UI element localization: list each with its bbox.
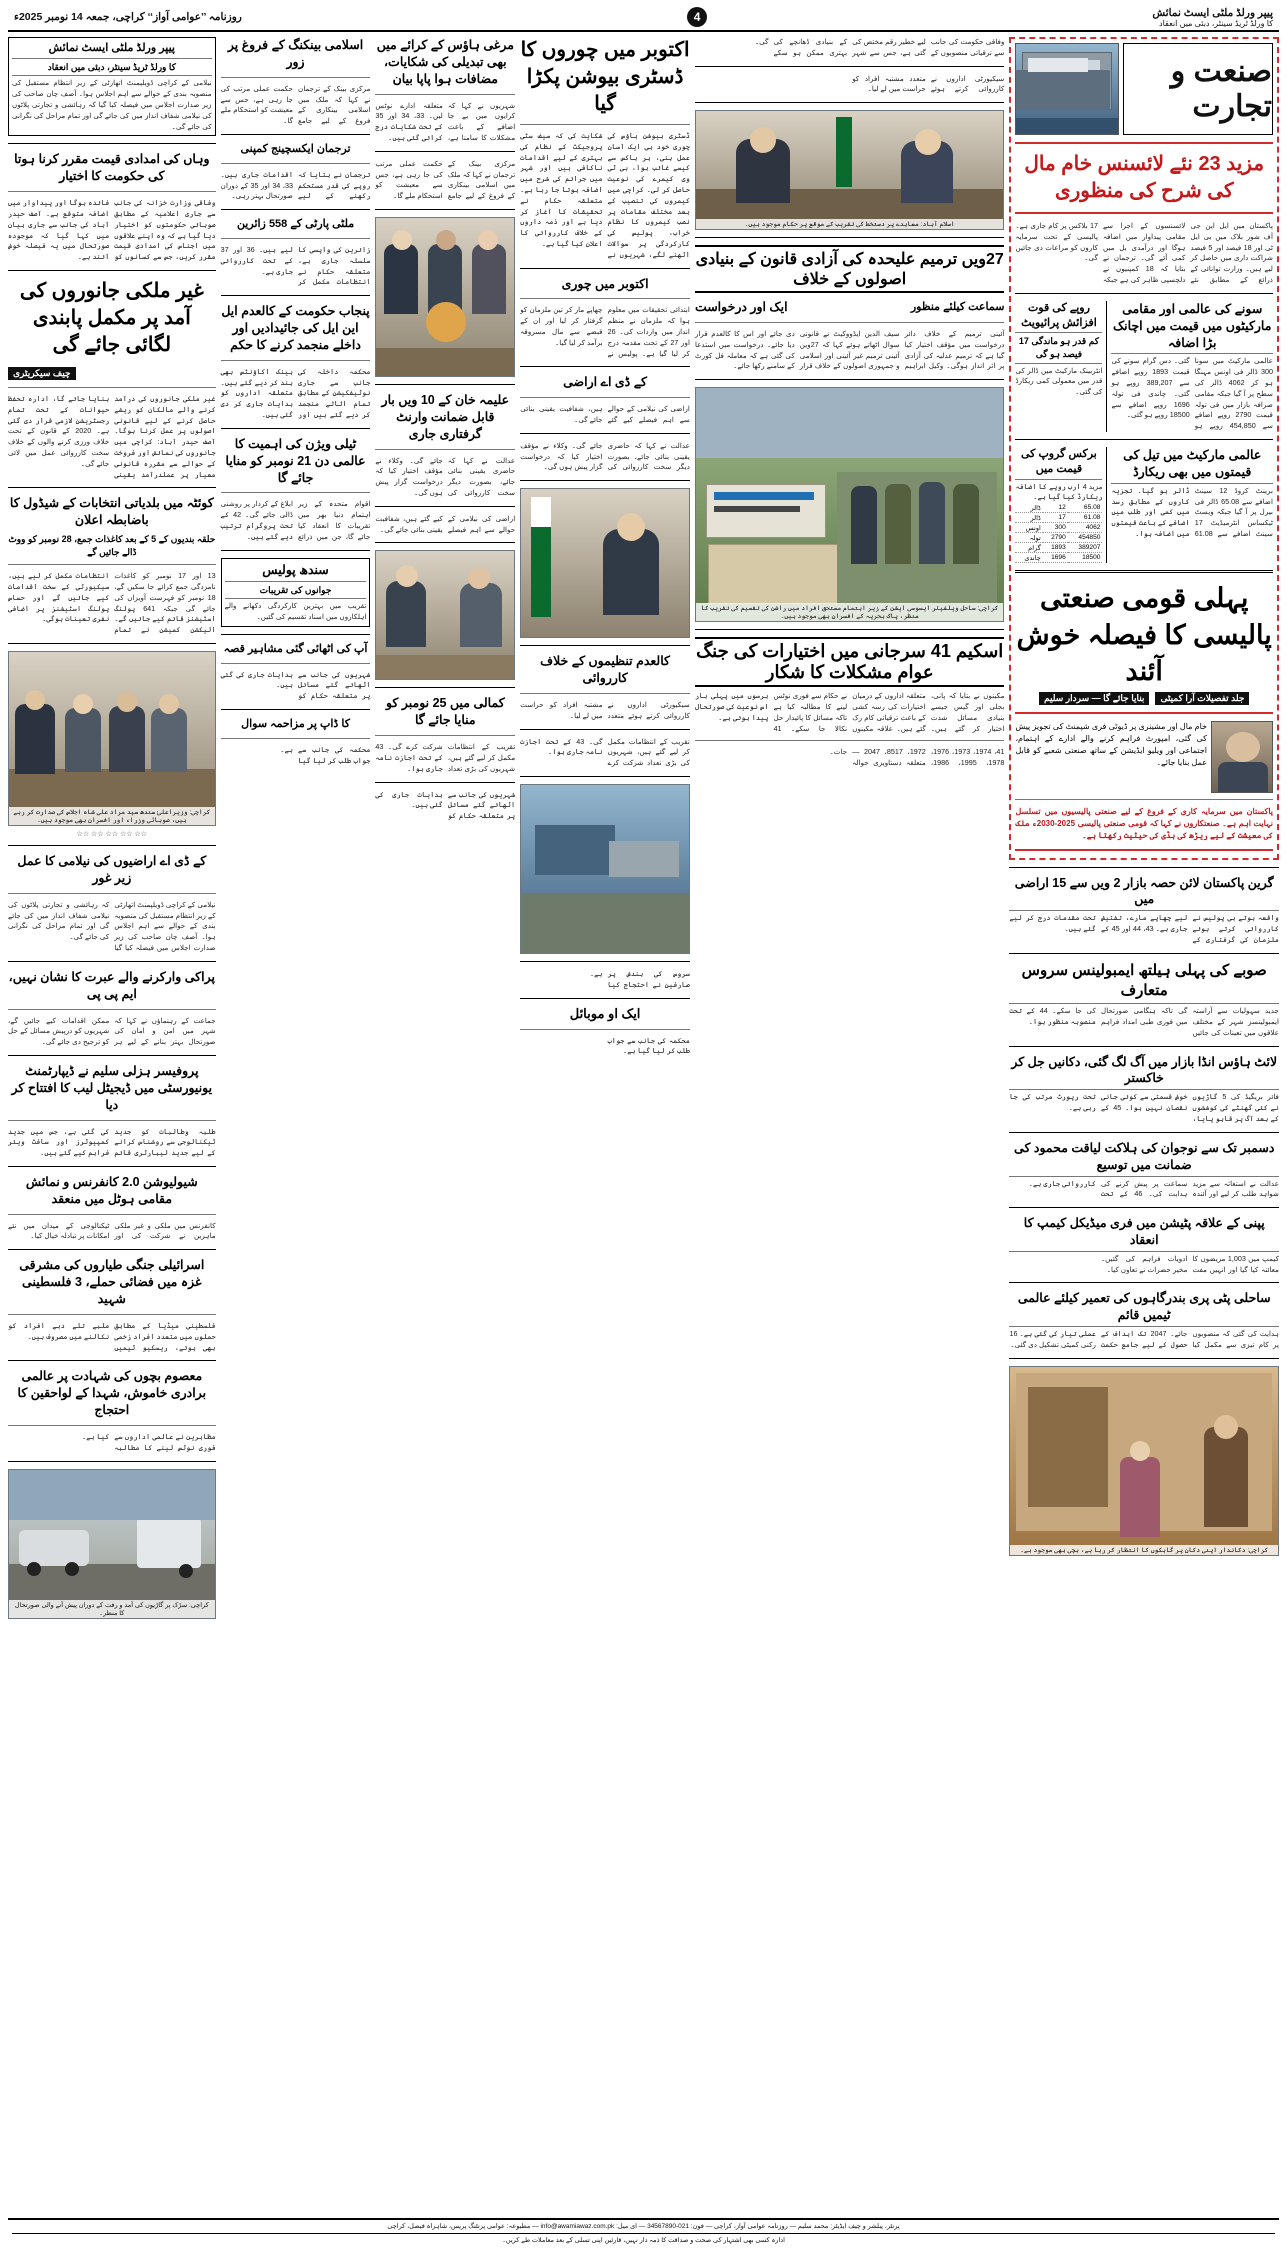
bail-body: عدالت نے استغاثہ سے مزید شواہد طلب کر لیے اور آئندہ سماعت پر پیش کرنے کی ہدایت کی۔ 46 کے تحت کارروائی جاری ہے۔ [1028, 1178, 1279, 1199]
colE-top-story [695, 37, 1005, 59]
ambulance-headline: صوبے کی پہلی ہیلتھ ایمبولینس سروس متعارف [1021, 961, 1267, 999]
colA-s6-body: طلبہ وطالبات کو جدید ٹیکنالوجی سے روشناس کرانے کے لیے جدید لیبارٹری قائم کی گئی ہے، جس میں جدید کمپیوٹرز اور سافٹ ویئر فراہم کیے گئے ہیں۔ [8, 1126, 216, 1158]
section-flag [1015, 43, 1273, 135]
story-bail [1009, 1140, 1279, 1200]
colD-story6-body: تقریب کے انتظامات مکمل کر لیے گئے ہیں، شہریوں کی بڑی تعداد شرکت کرے گی۔ 43 کے تحت اجازت نامہ جاری ہوا۔ [520, 736, 690, 768]
street-photo [8, 1469, 216, 1619]
ports-body: ہدایت کی گئی کہ منصوبوں پر کام تیزی سے مکمل کیا جائے۔ 2047 تک اہداف کے حصول کے لیے جامع حکمت عملی تیار کی گئی ہے۔ 16 رکنی کمیٹی تشکیل دی گئی۔ [1009, 1329, 1279, 1349]
table-cell: 61.08 [1068, 513, 1103, 523]
amendment-body: آئینی ترمیم کے خلاف دائر درخواست میں مؤقف اختیار کیا گیا ہے کہ ترمیم عدلیہ کی آزادی پر اثر انداز ہوگی۔ وکیل ابراہیم سیف الدین ایڈووکیٹ نے قانونی سوال اٹھاتے ہوئے کہا کہ 27ویں آئینی ترمیم غیر آئینی اور اسلامی و جمہوری اصولوں کے خلاف قرار دی جائے اور اس کا کالعدم قرار دیا جائے۔ درخواست میں استدعا کی گئی ہے کہ معاملہ فل کورٹ کے سامنے رکھا جائے۔ [694, 329, 1005, 371]
colA-s4-body: نیلامی کے کراچی ڈویلپمنٹ اتھارٹی کے زیر انتظام مستقبل کی منصوبہ بندی کے حوالے سے اہم اجلاس ہوا۔ آصف چان صاحب کی زیر صدارت اجلاس میں فیصلہ کیا گیا کہ رہائشی و تجارتی پلاٹوں کی نیلامی شفاف انداز میں کی جائے گی اور تمام مراحل کی نگرانی کی جائے گی۔ [8, 899, 216, 952]
colC-s2-headline: علیمہ خان کے 10 ویں بار قابل ضمانت وارنٹ گرفتاری جاری [381, 393, 510, 441]
amendment-sub-b: سماعت کیلئے منظور [910, 301, 1005, 314]
colA-s7-body: کانفرنس میں ملکی و غیر ملکی ماہرین نے شرکت کی اور ٹیکنالوجی کے میدان میں نئے امکانات پر تبادلہ خیال کیا۔ [8, 1220, 216, 1241]
colB-s5-headline: ٹیلی ویژن کی اہمیت کا عالمی دن 21 نومبر کو منایا جائے گا [225, 436, 366, 485]
scheme41-notes: 41، 1974، 1973، 1976، 1978، 1995، 1986، 1972، 8517، 2047 — متعلقہ دستاویزی حوالہ جات۔ [829, 747, 1005, 768]
colB-s5-body: اقوام متحدہ کے زیر اہتمام دنیا بھر میں تقریبات کا انعقاد کیا جائے گا، جن میں ذرائع ابلاغ کے کردار پر روشنی ڈالی جائے گی۔ 42 کے تحت پروگرام ترتیب دیے گئے ہیں۔ [220, 499, 371, 541]
table-cell: ڈالر [1015, 513, 1042, 523]
industry-lead-headline: مزید 23 نئے لائسنس خام مال کی شرح کی منظوری [1024, 153, 1265, 202]
ports-headline: ساحلی پٹی پری بندرگاہوں کی تعمیر کیلئے عالمی ٹیمیں قائم [1017, 1291, 1271, 1323]
ration-distribution-photo [695, 387, 1005, 622]
oil-price-body: برینٹ کروڈ 12 سینٹ اضافے سے 65.08 ڈالر فی بیرل پر آ گیا جبکہ ویسٹ ٹیکساس انٹرمیڈیٹ 17 سینٹ اضافے سے 61.08 ڈالر ہو گیا۔ تجزیہ کاروں کے مطابق رسد میں کمی اور طلب میں اضافے کے باعث قیمتوں میں اضافہ ہوا۔ [1111, 485, 1274, 538]
column-c [375, 37, 515, 822]
colC-s2-body: عدالت نے کہا کہ حاضری یقینی بنائی جائے، بصورت دیگر سخت کارروائی کی جائے گی۔ وکلاء نے مؤقف اختیار کیا کہ درخواست گزار پیش ہوں گی۔ [375, 455, 516, 498]
colB-s4-headline: پنجاب حکومت کے کالعدم ایل این ایل کی جائیدادیں اور داخلے منجمد کرنے کا حکم [221, 304, 370, 352]
scheme41-headline: اسکیم 41 سرجانی میں اختیارات کی جنگ عوام مشکلات کا شکار [695, 637, 1005, 687]
amendment-sub-a: ایک اور درخواست [694, 300, 788, 315]
colB-s7-headline: آپ کی اٹھائی گئی مشاہیر قصہ [223, 642, 368, 655]
green-line-headline: گرین پاکستان لائن حصہ بازار 2 ویں سے 15 اراضی میں [1014, 875, 1274, 907]
gold-price-body: عالمی مارکیٹ میں سونا 300 ڈالر فی اونس مہنگا ہو کر 4062 ڈالر کی سطح پر آ گیا جبکہ مقامی صرافہ بازار میں فی تولہ قیمت 2790 روپے اضافے سے 454,850 روپے ہو گئی۔ دس گرام سونے کی قیمت 1893 روپے اضافے سے 389,207 روپے ہو گئی۔ چاندی فی تولہ 1696 روپے اضافے سے 18500 روپے ہو گئی۔ [1111, 356, 1274, 431]
industry-section [1009, 37, 1279, 860]
story-medical-camp [1009, 1215, 1279, 1275]
ambulance-body: جدید سہولیات سے آراستہ ایمبولینسز شہر کے مختلف علاقوں میں تعینات کی جائیں گی تاکہ ہنگامی صورتحال میں فوری طبی امداد فراہم کی جا سکے۔ 44 کے تحت منصوبہ منظور ہوا۔ [1009, 1006, 1279, 1037]
footer [8, 2218, 1279, 2250]
colB-police-body: تقریب میں بہترین کارکردگی دکھانے والے اہلکاروں میں اسناد تقسیم کی گئیں۔ [224, 601, 367, 621]
story-ports [1009, 1290, 1279, 1350]
oil-price-headline: عالمی مارکیٹ میں تیل کی قیمتوں میں بھی ریکارڈ [1123, 447, 1262, 479]
ad-paperworld-sub: کا ورلڈ ٹریڈ سینٹر، دبئی میں انعقاد [47, 61, 176, 72]
table-row [1015, 503, 1102, 513]
policy-tag-1: جلد تفصیلات آرا کمیٹی [1155, 692, 1249, 705]
colA-s5-headline: پراکی وارکرنے والے عبرت کا نشان نہیں، ایم پی پی [8, 969, 215, 1001]
story-green-line [1009, 875, 1279, 946]
cm-meeting-photo [8, 651, 216, 826]
green-line-body: واقعہ ہوتے ہی پولیس نے کارروائی کرتے ہوئے ملزمان کی گرفتاری کے لیے چھاپے مارے، تفتیش جاری ہے۔ 43، 44 اور 45 کے تحت مقدمات درج کر لیے گئے ہیں۔ [1009, 913, 1279, 944]
table-cell: 389207 [1068, 543, 1103, 553]
table-cell: 17 [1043, 513, 1068, 523]
colC-s4-headline: کمالی میں 25 نومبر کو منایا جائے گا [385, 696, 505, 728]
scheme41-body: مکینوں نے بتایا کہ پانی، بجلی اور گیس جیسے بنیادی مسائل شدت اختیار کر گئے ہیں۔ متعلقہ اداروں کے درمیان اختیارات کی رسہ کشی کے باعث ترقیاتی کام رک گئے ہیں۔ علاقہ مکینوں نے حکام سے فوری نوٹس لینے کا مطالبہ کیا ہے تاکہ مسائل کا پائیدار حل نکالا جا سکے۔ 41 برسوں میں پہلی بار اس نوعیت کی صورتحال پیدا ہوئی ہے۔ [694, 691, 1005, 733]
colA-s4-headline: کے ڈی اے اراضیوں کی نیلامی کا عمل زیر غور [17, 854, 207, 885]
colB-s1-headline: اسلامی بینکنگ کے فروغ پر زور [227, 38, 364, 69]
fire-headline: لائٹ ہاؤس انڈا بازار میں آگ لگ گئی، دکانیں جل کر خاکستر [1011, 1054, 1278, 1086]
colD-story8-headline: ایک او موبائل [569, 1005, 641, 1021]
colA-s2-kicker: چیف سیکریٹری [8, 367, 76, 380]
table-cell: اونس [1015, 523, 1042, 533]
policy-body-2: پاکستان میں سرمایہ کاری کے فروغ کے لیے صنعتی پالیسیوں میں تسلسل نہایت اہم ہے۔ صنعتکاروں نے کہا کہ قومی صنعتی پالیسی 2025-2030ء ملک کی معیشت کے لیے ریڑھ کی ہڈی کی حیثیت رکھتا ہے۔ [1015, 806, 1273, 840]
rupee-headline: روپے کی قوت افزائش پرائیویٹ [1021, 301, 1097, 329]
column-b [221, 37, 371, 766]
table-cell: چاندی [1015, 553, 1042, 563]
colB-s7-body: شہریوں کی جانب سے اٹھائے گئے مسائل پر متعلقہ حکام کو ہدایات جاری کی گئی ہیں۔ [220, 669, 371, 701]
colA-s2-body: غیر ملکی جانوروں کی درآمد کرنے والے مالکان کو ریشے حاصل کرنے کے لیے قانونی اصولوں پر عمل کرنا ہوگا۔ آصف حیدر آباد: کراچی میں جانوروں کی نمائش اور فروخت کے حوالے سے مقررہ قانونی معیار پر عملدرآمد یقینی بنایا جائے گا، ادارہ تحفظ حیوانات کے تحت تمام رجسٹریشن لازمی قرار دی گئی ہے۔ 2020 کے قانون کے تحت خلاف ورزی کرنے والوں کے خلاف سخت کارروائی عمل میں لائی جائے گی۔ [8, 393, 216, 479]
table-row [1015, 523, 1102, 533]
colC-s4-body: تقریب کے انتظامات مکمل کر لیے گئے ہیں، شہریوں کی بڑی تعداد شرکت کرے گی۔ 43 کے تحت اجازت نامہ جاری ہوا۔ [375, 742, 516, 773]
signing-photo-caption: اسلام آباد: معاہدے پر دستخط کی تقریب کے موقع پر حکام موجود ہیں۔ [696, 219, 1004, 229]
colD-story2-headline: اکتوبر میں چوری [561, 276, 649, 291]
colB-s8-body: محکمہ کی جانب سے جواب طلب کر لیا گیا ہے۔ [280, 744, 371, 765]
meeting-photo-c [375, 550, 515, 680]
colD-story7-body: سروس کی بندش پر صارفین نے احتجاج کیا ہے۔ [589, 969, 690, 989]
section-banner-photo [1015, 43, 1119, 135]
story-fire [1009, 1054, 1279, 1125]
footer-note: ادارہ کسی بھی اشتہار کی صحت و صداقت کا ذمہ دار نہیں، قارئین اپنی تسلی کے بعد معاملات طے کریں۔ [502, 2237, 785, 2245]
table-cell: گرام [1015, 543, 1042, 553]
colA-s6-headline: پروفیسر ہزلی سلیم نے ڈیپارٹمنٹ یونیورسٹی میں ڈیجیٹل لیب کا افتتاح کر دیا [11, 1063, 213, 1112]
ad-paperworld-headline: پیپر ورلڈ ملٹی ایسٹ نمائش [48, 42, 175, 54]
colB-s8-headline: کا ڈاپ پر مزاحمہ سوال [241, 717, 350, 730]
industry-lead-body: پاکستان میں ایل این جی آف شور بلاک میں بی ایل ٹی اور 18 فیصد اور 5 فیصد شراکت داری میں حاصل کر لیے ہیں۔ وزارت توانائی کے ذرائع کے مطابق نئے لائسنسوں کے اجرا سے مقامی پیداوار میں اضافہ ہوگا اور درآمدی بل میں کمی آئے گی۔ ترجمان نے بتایا کہ 18 کمپنیوں نے دلچسپی ظاہر کی ہے جبکہ 17 بلاکس پر کام جاری ہے۔ پالیسی کے تحت سرمایہ کاروں کو مراعات دی جائیں گی۔ [1015, 221, 1274, 284]
flag-photo [520, 488, 690, 638]
table-cell: 4062 [1068, 523, 1103, 533]
ad-paperworld-body: نیلامی کے کراچی ڈویلپمنٹ اتھارٹی کے زیر انتظام مستقبل کی منصوبہ بندی کے حوالے سے اہم اجلاس ہوا۔ آصف چان صاحب کی زیر صدارت اجلاس میں فیصلہ کیا گیا کہ رہائشی و تجارتی پلاٹوں کی نیلامی شفاف انداز میں کی جائے گی اور تمام مراحل کی نگرانی کی جائے گی۔ [11, 78, 212, 131]
table-cell: 2790 [1043, 533, 1068, 543]
rates-table [1015, 503, 1102, 563]
colB-s4-body: محکمہ داخلہ کی جانب سے جاری نوٹیفکیشن کے مطابق تمام اثاثے منجمد کر دیے گئے ہیں اور بینک اکاؤنٹس بھی بند کر دیے گئے ہیں۔ متعلقہ اداروں کو ہدایات جاری کر دی گئی ہیں۔ [220, 366, 371, 420]
masthead [8, 6, 1279, 32]
colD-story5-body: سیکیورٹی اداروں نے کارروائی کرتے ہوئے متعدد مشتبہ افراد کو حراست میں لے لیا۔ [520, 700, 690, 720]
policy-body-1: خام مال اور مشینری پر ڈیوٹی فری شپمنٹ کی تجویز پیش کی گئی، امپورٹ فراہم کرنے والے ادارے کے اہتمام، اجتماعی اور ویلیو ایڈیشن کے ساتھ صنعتی شعبے کو قابل عمل بنایا جائے۔ [1015, 721, 1207, 767]
ad-paperworld [8, 37, 216, 136]
column-industry [1009, 37, 1279, 1556]
medical-camp-headline: پپنی کے علاقہ پٹیشن میں فری میڈیکل کیمپ کا انعقاد [1023, 1216, 1265, 1247]
policy-tag-2: بنایا جائے گا — سردار سلیم [1039, 692, 1149, 705]
table-row [1015, 533, 1102, 543]
table-cell: 12 [1043, 503, 1068, 513]
colA-s1-headline: وہاں کی امدادی قیمت مقرر کرنا ہوتا کی حکومت کا اختیار [14, 152, 210, 184]
policy-body-row [1015, 721, 1273, 793]
colD-story8-body: محکمہ کی جانب سے جواب طلب کر لیا گیا ہے۔ [607, 1035, 690, 1056]
table-cell: 18500 [1068, 553, 1103, 563]
colB-s2-body: ترجمان نے بتایا کہ روپے کی قدر مستحکم رکھنے کے لیے اقدامات جاری ہیں۔ 33، 34 اور 35 کے دوران صورتحال بہتر رہی۔ [220, 169, 371, 201]
fire-body: فائر بریگیڈ کی 5 گاڑیوں نے کئی گھنٹے کی کوششوں کے بعد آگ پر قابو پایا، خوش قسمتی سے کوئی جانی نقصان نہیں ہوا۔ 45 کے تحت رپورٹ مرتب کی جا رہی ہے۔ [1009, 1092, 1279, 1123]
shopkeeper-photo-caption: کراچی: دکاندار اپنی دکان پر گاہکوں کا انتظار کر رہا ہے، بچی بھی موجود ہے۔ [1010, 1545, 1278, 1555]
table-cell: 300 [1043, 523, 1068, 533]
table-cell: 1696 [1043, 553, 1068, 563]
colA-s7-headline: شیولیوشن 2.0 کانفرنس و نمائش مقامی ہوٹل میں منعقد [25, 1174, 198, 1206]
colB-s2-headline: ترجمان ایکسچینج کمپنی [240, 142, 351, 155]
colA-s3-headline: کوئٹہ میں بلدیاتی انتخابات کے شیڈول کا باضابطہ اعلان [9, 496, 214, 528]
section-title: صنعت و تجارت [1123, 43, 1273, 135]
gold-price-headline: سونے کی عالمی اور مقامی مارکیٹوں میں قیمت میں اچانک بڑا اضافہ [1112, 301, 1272, 350]
column-d [520, 37, 690, 1057]
gold-and-rupee-row [1015, 301, 1273, 432]
colD-story2-body: ابتدائی تحقیقات میں معلوم ہوا کہ ملزمان نے منظم انداز میں واردات کی۔ 26 اور 27 کے تحت مقدمہ درج کر لیا گیا ہے۔ پولیس نے چھاپے مار کر تین ملزمان کو گرفتار کر لیا اور ان کے قبضے سے مال مسروقہ برآمد کر لیا گیا۔ [520, 305, 690, 358]
author-portrait [1211, 721, 1273, 793]
colA-s8-body: فلسطینی میڈیا کے مطابق حملوں میں متعدد افراد زخمی بھی ہوئے، ریسکیو ٹیمیں ملبے تلے دبے افراد کو نکالنے میں مصروف ہیں۔ [8, 1320, 216, 1352]
colE-second-body: سیکیورٹی اداروں نے کارروائی کرتے ہوئے متعدد مشتبہ افراد کو حراست میں لے لیا۔ [852, 73, 1005, 94]
colA-s1-body: وفاقی وزارت خزانہ کی جانب سے جاری اعلامیہ کے مطابق صوبائی حکومتوں کو اختیار دیا گیا ہے کہ وہ اپنے علاقوں میں اجناس کی امدادی قیمت مقرر کریں، جس سے کسانوں کو فائدہ ہوگا اور پیداوار میں اضافہ متوقع ہے۔ آصف حیدر آباد کی جانب سے جاری بیان میں کہا گیا کہ موجودہ صورتحال میں یہ فیصلہ خوش آئند ہے۔ [8, 198, 216, 262]
column-e [695, 37, 1005, 769]
footer-imprint: پرنٹر، پبلشر و چیف ایڈیٹر: محمد سلیم — روزنامہ عوامی آواز، کراچی — فون: 021-34567890 — ای میل: info@awamiawaz.com.pk — مطبوعہ: عوامی پرنٹنگ پریس، شاہراہ فیصل، کراچی [387, 2222, 900, 2230]
colE-top-body: وفاقی حکومت کی جانب سے ترقیاتی منصوبوں کے لیے خطیر رقم مختص کی گئی ہے، جس سے شہر کے بنیادی ڈھانچے کی بہتری ممکن ہو سکے گی۔ [754, 37, 1005, 57]
colC-s1-body: شہریوں نے کہا کہ کرایوں میں بے جا اضافے کے باعث مشکلات کا سامنا ہے، متعلقہ ادارے نوٹس لیں۔ 33، 34 اور 35 کے تحت شکایات درج کرائی گئی ہیں۔ [375, 100, 516, 143]
colA-s3-body: 13 اور 17 نومبر کو کاغذات نامزدگی جمع کرائے جا سکیں گے، 18 نومبر کو فہرست آویزاں کی جائے گی جبکہ 641 پولنگ اسٹیشنز قائم کیے جائیں گے۔ الیکشن کمیشن نے تمام انتظامات مکمل کر لیے ہیں، سیکیورٹی کے سخت اقدامات کیے جائیں گے اور حساس پولنگ اسٹیشنز پر اضافی نفری تعینات ہوگی۔ [8, 571, 216, 635]
port-photo [520, 784, 690, 954]
street-photo-caption: کراچی: سڑک پر گاڑیوں کی آمد و رفت کے دوران پیش آنے والی صورتحال کا منظر۔ [9, 1600, 215, 1618]
colC-s3-body: اراضی کی نیلامی کے حوالے سے اہم فیصلے کیے گئے ہیں، شفافیت یقینی بنائی جائے گی۔ [375, 513, 516, 534]
column-a [8, 37, 216, 1619]
colD-story3-headline: کے ڈی اے اراضی [563, 375, 647, 390]
page-columns [8, 37, 1279, 2232]
colC-s5-body: شہریوں کی جانب سے اٹھائے گئے مسائل پر متعلقہ حکام کو ہدایات جاری کی گئی ہیں۔ [375, 789, 516, 821]
colB-s3-headline: ملٹی پارٹی کے 558 زائرین [236, 218, 355, 231]
colA-s3-sub: حلقہ بندیوں کے 5 کے بعد کاغذات جمع، 28 نومبر کو ووٹ ڈالے جائیں گے [8, 534, 216, 557]
table-row [1015, 543, 1102, 553]
brics-headline: برکس گروپ کی قیمت میں [1020, 447, 1097, 475]
colD-story5-headline: کالعدم تنظیموں کے خلاف کارروائی [540, 654, 671, 686]
colA-s8-headline: اسرائیلی جنگی طیاروں کی مشرقی غزہ میں فضائی حملے، 3 فلسطینی شہید [19, 1258, 205, 1307]
ration-photo-caption: کراچی: ساحل ویلفیئر ایسوسی ایشن کے زیر اہتمام مستحق افراد میں راشن کی تقسیم کی تقریب کا منظر، پاک بحریہ کے افسران بھی موجود ہیں۔ [696, 603, 1004, 621]
colB-s1-body: مرکزی بینک کے ترجمان نے کہا کہ ملک میں اسلامی بینکاری کے فروغ کے لیے جامع حکمت عملی مرتب کی جا رہی ہے، جس سے معیشت کو استحکام ملے گا۔ [220, 83, 371, 126]
story-ambulance [1009, 961, 1279, 1039]
table-cell: 65.08 [1068, 503, 1103, 513]
medical-camp-body: کیمپ میں 1,003 مریضوں کا معائنہ کیا گیا اور انہیں مفت ادویات فراہم کی گئیں۔ مخیر حضرات نے تعاون کیا۔ [1100, 1253, 1279, 1274]
colB-police-box [221, 558, 371, 627]
shopkeeper-photo [1009, 1366, 1279, 1556]
rates-table-body [1015, 503, 1102, 563]
oil-row [1015, 447, 1273, 563]
amendment-headline: 27ویں ترمیم علیحدہ کی آزادی قانون کے بنیادی اصولوں کے خلاف [695, 245, 1005, 293]
signing-photo [695, 110, 1005, 230]
rupee-sub: کم قدر ہو ماندگی 17 فیصد ہو گی [1018, 336, 1100, 360]
masthead-left: پیپر ورلڈ ملٹی ایسٹ نمائش کا ورلڈ ٹریڈ سینٹر، دبئی میں انعقاد [1152, 6, 1273, 28]
table-cell: تولہ [1015, 533, 1042, 543]
table-cell: 454850 [1068, 533, 1103, 543]
colB-police-sub: جوانوں کی تقریبات [259, 584, 332, 595]
colD-story4-body: عدالت نے کہا کہ حاضری یقینی بنائی جائے، بصورت دیگر سخت کارروائی کی جائے گی۔ وکلاء نے مؤقف اختیار کیا کہ درخواست گزار پیش ہوں گی۔ [520, 440, 690, 472]
page-number: 4 [687, 7, 707, 27]
colD-lead-body: ڈسٹری بیوشن ہاؤس کی چوری خود ہی ایک آسان عمل بنی، ہر باکس سے کیسے غائب ہوا، ہی ٹی وی کیمرے کی نوعیت حاصل کر لی۔ کراچی میں کیمروں کی تنصیب کے بعد مختلف مقامات پر نصب کیمروں کا نظام خراب، پولیس کی کارکردگی پر سوالات اٹھنے لگے، شہریوں نے شکایت کی کہ سیف سٹی پروجیکٹ کے نظام کی بہتری کے لیے اقدامات ناکافی ہیں اور شہر میں جرائم کی شرح میں اضافہ ہوتا جا رہا ہے۔ متعلقہ حکام نے تحقیقات کا آغاز کر دیا ہے اور ذمہ داروں کے خلاف کارروائی کا اعلان کیا گیا ہے۔ [520, 131, 690, 259]
star-divider: ☆☆ ☆☆ ☆☆ ☆☆ ☆☆ [76, 831, 148, 839]
table-row [1015, 513, 1102, 523]
colC-s1b-body: مرکزی بینک کے ترجمان نے کہا کہ ملک میں اسلامی بینکاری کے فروغ کے لیے جامع حکمت عملی مرتب کی جا رہی ہے، جس سے معیشت کو استحکام ملے گا۔ [375, 158, 516, 201]
rupee-body: انٹربینک مارکیٹ میں ڈالر کی قدر میں معمولی کمی ریکارڈ کی گئی۔ [1015, 365, 1103, 397]
table-cell: 1893 [1043, 543, 1068, 553]
colC-s1-headline: مرغی ہاؤس کے کرائے میں بھی تبدیلی کی شکایات، مضافات ہوا پاپا بیان [376, 38, 514, 86]
colA-s2-headline: غیر ملکی جانوروں کی آمد پر مکمل پابندی لگائی جائے گی [19, 279, 204, 356]
brics-body: مزید 4 ارب روپے کا اضافہ ریکارڈ کیا گیا ہے۔ [1015, 481, 1103, 502]
colA-s9-headline: معصوم بچوں کی شہادت پر عالمی برادری خاموش، شہدا کے لواحقین کا احتجاج [17, 1369, 207, 1418]
masthead-right: روزنامہ ’’عوامی آواز‘‘ کراچی، جمعہ 14 نومبر 2025ء [14, 11, 242, 23]
table-cell: ڈالر [1015, 503, 1042, 513]
colB-s3-body: زائرین کی واپسی کا سلسلہ جاری ہے، متعلقہ حکام نے انتظامات مکمل کر لیے ہیں۔ 36 اور 37 کے تحت کارروائی جاری ہے۔ [220, 245, 371, 287]
cm-photo-caption: کراچی: وزیراعلیٰ سندھ سید مراد علی شاہ اجلاس کی صدارت کر رہے ہیں، صوبائی وزراء اور افسران بھی موجود ہیں۔ [9, 807, 215, 825]
colB-police-headline: سندھ پولیس [262, 562, 329, 577]
colD-lead-headline: اکتوبر میں چوروں کا ڈسٹری بیوشن پکڑا گیا [520, 39, 690, 115]
colD-story3-body: اراضی کی نیلامی کے حوالے سے اہم فیصلے کیے گئے ہیں، شفافیت یقینی بنائی جائے گی۔ [520, 404, 690, 425]
colA-s5-body: جماعت کے رہنماؤں نے کہا کہ شہر میں امن و امان کی صورتحال بہتر بنانے کے لیے ہر ممکن اقدامات کیے جائیں گے، شہریوں کو درپیش مسائل کے حل کو ترجیح دی جائے گی۔ [8, 1015, 216, 1047]
colA-s9-body: مظاہرین نے عالمی اداروں سے فوری نوٹس لینے کا مطالبہ کیا ہے۔ [82, 1431, 216, 1452]
bail-headline: دسمبر تک سے نوجوان کی ہلاکت لیاقت محمود کی ضمانت میں توسیع [1014, 1140, 1275, 1172]
table-row [1015, 553, 1102, 563]
bouquet-photo [375, 217, 515, 377]
industrial-policy-headline: پہلی قومی صنعتی پالیسی کا فیصلہ خوش آئند [1016, 583, 1272, 687]
